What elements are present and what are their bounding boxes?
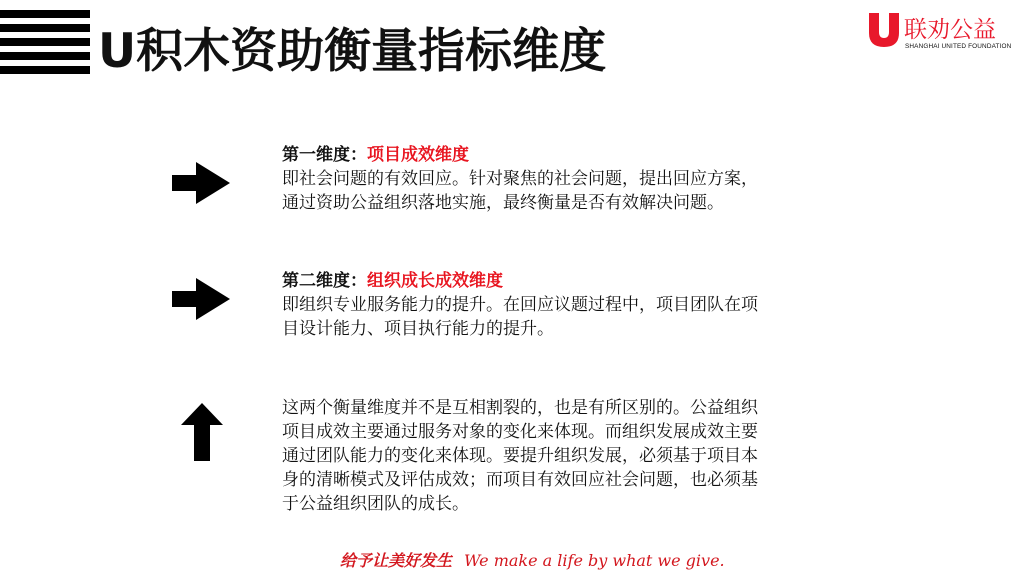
section-heading: 第一维度：项目成效维度 (282, 145, 469, 165)
section-text-line: 项目成效主要通过服务对象的变化来体现。而组织发展成效主要 (282, 422, 758, 442)
page-title: U积木资助衡量指标维度 (98, 24, 607, 79)
arrow-up-icon (181, 403, 223, 461)
section-relationship (282, 396, 842, 516)
section-heading: 第二维度：组织成长成效维度 (282, 271, 503, 291)
section-text-line: 通过团队能力的变化来体现。要提升组织发展，必须基于项目本 (282, 446, 758, 466)
footer-slogan (340, 548, 725, 571)
arrow-right-icon (172, 278, 230, 320)
section-organization-growth (282, 269, 842, 341)
title-stripes-decoration (0, 10, 90, 74)
section-text-line: 于公益组织团队的成长。 (282, 494, 469, 514)
arrow-right-icon (172, 162, 230, 204)
section-text-line: 即组织专业服务能力的提升。在回应议题过程中，项目团队在项 (282, 295, 758, 315)
logo-name-en: SHANGHAI UNITED FOUNDATION (905, 43, 1012, 50)
slogan-cn: 给予让美好发生 (340, 551, 453, 570)
slogan-en: We make a life by what we give. (464, 551, 725, 570)
section-text-line: 通过资助公益组织落地实施，最终衡量是否有效解决问题。 (282, 193, 724, 213)
section-text-line: 身的清晰模式及评估成效；而项目有效回应社会问题，也必须基 (282, 470, 758, 490)
logo-name-cn: 联劝公益 (904, 17, 996, 43)
logo (868, 12, 1018, 52)
section-text-line: 这两个衡量维度并不是互相割裂的，也是有所区别的。公益组织 (282, 398, 758, 418)
u-shield-logo-icon (868, 12, 900, 48)
section-project-outcome (282, 143, 842, 215)
section-text-line: 即社会问题的有效回应。针对聚焦的社会问题，提出回应方案， (282, 169, 758, 189)
section-text-line: 目设计能力、项目执行能力的提升。 (282, 319, 554, 339)
